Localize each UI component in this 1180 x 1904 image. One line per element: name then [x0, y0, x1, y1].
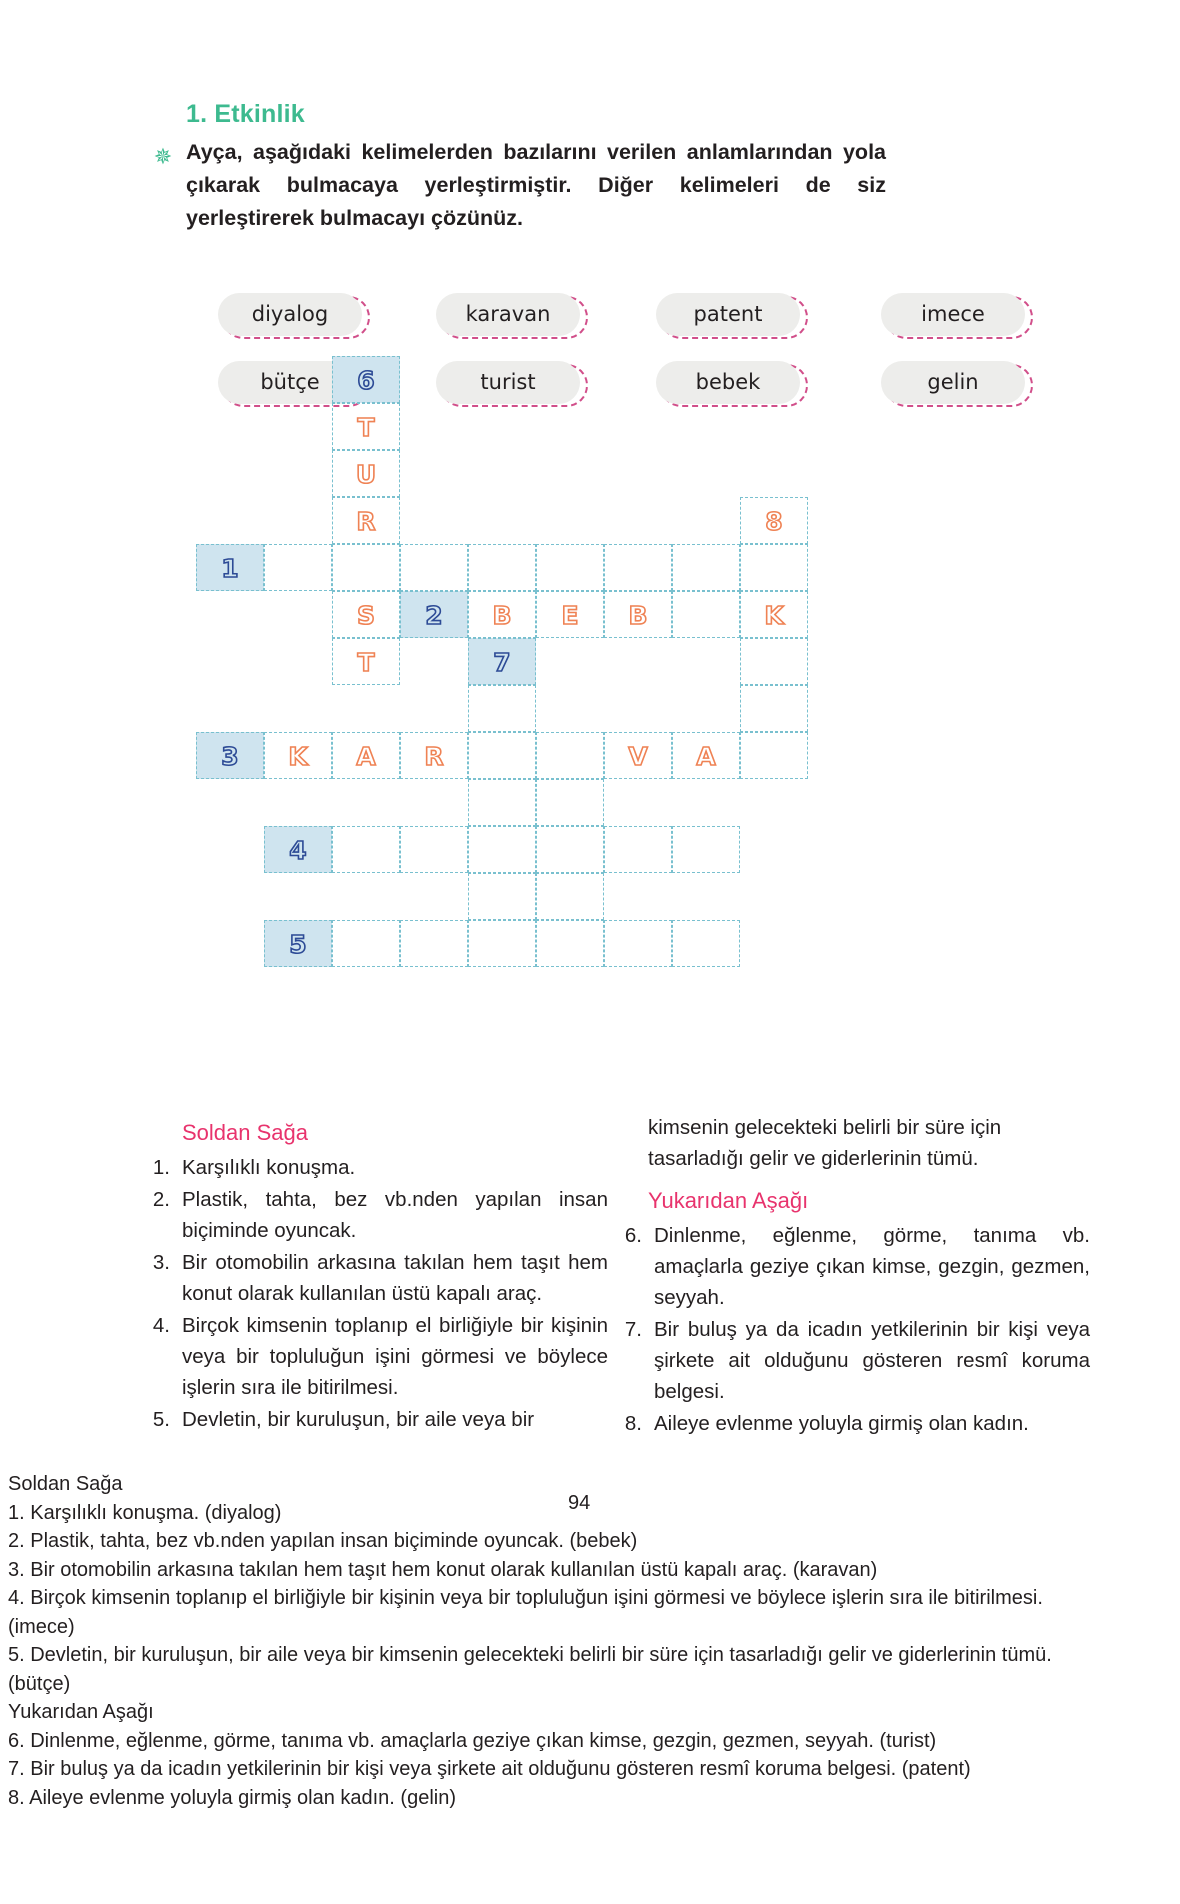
- crossword-cell[interactable]: [400, 544, 468, 591]
- crossword-letter: R: [424, 742, 444, 771]
- crossword-cell[interactable]: [536, 732, 604, 779]
- clue-number: 2.: [152, 1188, 170, 1211]
- crossword-letter: [673, 592, 739, 637]
- answer-key-across-line: 4. Birçok kimsenin toplanıp el birliğiyle bir kişinin veya bir topluluğun işini görmesi ve böylece işlerin sıra ile bitirilmesi.: [8, 1587, 1043, 1609]
- clue-number: 6.: [624, 1224, 642, 1247]
- word-chip[interactable]: [660, 296, 808, 339]
- word-chip-label: patent: [693, 302, 763, 326]
- clue-number: 5.: [152, 1408, 170, 1431]
- crossword-cell[interactable]: [604, 826, 672, 873]
- crossword-letter: [673, 545, 739, 590]
- answer-key-across-line: (imece): [8, 1615, 75, 1638]
- crossword-letter: R: [356, 507, 376, 536]
- crossword-cell[interactable]: [468, 779, 536, 826]
- clue-text: Devletin, bir kuruluşun, bir aile veya bir: [182, 1408, 535, 1431]
- word-chip[interactable]: [222, 364, 370, 407]
- crossword-letter: [469, 780, 535, 825]
- crossword-cell[interactable]: [740, 544, 808, 591]
- word-chip-label: imece: [921, 302, 985, 326]
- crossword-letter: 8: [765, 507, 783, 536]
- crossword-cell[interactable]: [672, 920, 740, 967]
- clue-number: 4.: [152, 1314, 170, 1337]
- clue-across-1: [148, 1152, 608, 1183]
- crossword-letter: [673, 827, 739, 872]
- crossword-cell[interactable]: [672, 591, 740, 638]
- crossword-letter: [469, 921, 535, 966]
- answer-key-across-line: 3. Bir otomobilin arkasına takılan hem taşıt hem konut olarak kullanılan üstü kapalı araç. (karavan): [8, 1558, 878, 1581]
- clues-down-heading: Yukarıdan Aşağı: [648, 1188, 809, 1213]
- crossword-cell[interactable]: [536, 591, 604, 638]
- crossword-cell[interactable]: [468, 826, 536, 873]
- crossword-cell[interactable]: [468, 544, 536, 591]
- crossword-cell[interactable]: [400, 591, 468, 638]
- crossword-letter: [673, 921, 739, 966]
- clue-text: Bir buluş ya da icadın yetkilerinin bir kişi veya şirkete ait olduğunu gösteren resmî koruma belgesi.: [654, 1318, 1090, 1403]
- word-chip[interactable]: [222, 296, 370, 339]
- answer-key-across-line: 1. Karşılıklı konuşma. (diyalog): [8, 1501, 282, 1524]
- answer-key-down-line: 6. Dinlenme, eğlenme, görme, tanıma vb. amaçlarla geziye çıkan kimse, gezgin, gezmen, seyyah. (turist): [8, 1729, 937, 1752]
- activity-instruction: Ayça, aşağıdaki kelimelerden bazılarını verilen anlamlarından yola çıkarak bulmacaya yerleştirmiştir. Diğer kelimeleri de siz yerleştirerek bulmacayı çözünüz.: [186, 140, 886, 230]
- crossword-letter: [401, 827, 467, 872]
- crossword-letter: U: [355, 460, 377, 489]
- crossword-letter: [537, 874, 603, 919]
- clue-number: 7.: [624, 1318, 642, 1341]
- crossword-cell[interactable]: [604, 544, 672, 591]
- crossword-letter: T: [357, 648, 375, 677]
- crossword-cell[interactable]: [264, 732, 332, 779]
- crossword-cell[interactable]: [536, 779, 604, 826]
- crossword-cell[interactable]: [332, 920, 400, 967]
- clue-across-5-continuation: kimsenin gelecekteki belirli bir süre için tasarladığı gelir ve giderlerinin tümü.: [648, 1116, 1002, 1170]
- crossword-cell[interactable]: [468, 873, 536, 920]
- answer-key-across-line: 2. Plastik, tahta, bez vb.nden yapılan insan biçiminde oyuncak. (bebek): [8, 1530, 638, 1552]
- crossword-letter: E: [561, 601, 579, 630]
- crossword-cell[interactable]: [468, 591, 536, 638]
- word-chip-label: gelin: [927, 370, 979, 394]
- clues-across-heading: Soldan Sağa: [182, 1120, 308, 1145]
- clue-across-2: [148, 1184, 608, 1246]
- word-chip-label: bütçe: [260, 370, 320, 394]
- crossword-cell[interactable]: [604, 732, 672, 779]
- answer-key-across-line: 5. Devletin, bir kuruluşun, bir aile veya bir kimsenin gelecekteki belirli bir süre için tasarladığı gelir ve giderlerinin tümü.: [8, 1644, 1052, 1666]
- crossword-letter: S: [356, 601, 375, 630]
- crossword-clue-number: 5: [289, 930, 307, 959]
- crossword-letter: [605, 545, 671, 590]
- clue-across-5: [148, 1404, 608, 1435]
- word-chip[interactable]: [440, 296, 588, 339]
- crossword-cell[interactable]: [332, 450, 400, 497]
- answer-key-down-line: 8. Aileye evlenme yoluyla girmiş olan kadın. (gelin): [8, 1786, 456, 1809]
- crossword-letter: [401, 921, 467, 966]
- clue-down-7: [620, 1314, 1090, 1407]
- crossword-letter: [469, 733, 535, 778]
- crossword-cell[interactable]: [536, 544, 604, 591]
- crossword-clue-number: 7: [493, 648, 511, 677]
- asterisk-icon: ✵: [153, 144, 173, 169]
- crossword-cell[interactable]: [332, 591, 400, 638]
- crossword-cell[interactable]: [468, 732, 536, 779]
- crossword-letter: [605, 921, 671, 966]
- crossword-letter: [333, 827, 399, 872]
- crossword-letter: K: [764, 601, 784, 630]
- crossword-cell[interactable]: [332, 544, 400, 591]
- crossword-cell[interactable]: [196, 732, 264, 779]
- crossword-cell[interactable]: [332, 826, 400, 873]
- word-chip[interactable]: [440, 364, 588, 407]
- crossword-grid[interactable]: [196, 356, 876, 959]
- word-chip-label: diyalog: [251, 302, 329, 326]
- crossword-letter: [741, 733, 807, 778]
- crossword-cell[interactable]: [400, 732, 468, 779]
- word-chip-label: bebek: [695, 370, 761, 394]
- page-title: 1. Etkinlik: [186, 100, 305, 128]
- crossword-letter: [605, 827, 671, 872]
- crossword-cell[interactable]: [400, 826, 468, 873]
- crossword-cell[interactable]: [264, 826, 332, 873]
- crossword-clue-number: 6: [357, 366, 375, 395]
- clue-number: 1.: [152, 1156, 170, 1179]
- crossword-clue-number: 3: [221, 742, 239, 771]
- clue-across-3: [148, 1247, 608, 1309]
- answer-key: [8, 1470, 1172, 1812]
- crossword-cell[interactable]: [332, 732, 400, 779]
- clue-text: Bir otomobilin arkasına takılan hem taşıt hem konut olarak kullanılan üstü kapalı araç.: [182, 1251, 608, 1305]
- crossword-cell[interactable]: [332, 638, 400, 685]
- crossword-cell[interactable]: [672, 732, 740, 779]
- crossword-cell[interactable]: [672, 826, 740, 873]
- clue-down-6: [620, 1220, 1090, 1313]
- crossword-letter: A: [356, 742, 376, 771]
- crossword-letter: [741, 686, 807, 731]
- crossword-clue-number: 4: [289, 836, 307, 865]
- crossword-cell[interactable]: [536, 826, 604, 873]
- word-chip[interactable]: [660, 364, 808, 407]
- clue-text: Karşılıklı konuşma.: [182, 1156, 356, 1179]
- crossword-letter: [741, 639, 807, 684]
- clue-text: Birçok kimsenin toplanıp el birliğiyle bir kişinin veya bir topluluğun işini görmesi ve böylece işlerin sıra ile bitirilmesi.: [182, 1314, 608, 1399]
- crossword-letter: [401, 545, 467, 590]
- crossword-cell[interactable]: [332, 497, 400, 544]
- crossword-letter: [537, 921, 603, 966]
- word-chip[interactable]: [885, 296, 1033, 339]
- clue-down-8: [620, 1408, 1090, 1439]
- crossword-letter: [537, 827, 603, 872]
- crossword-cell[interactable]: [536, 920, 604, 967]
- crossword-cell[interactable]: [740, 591, 808, 638]
- answer-key-down-line: 7. Bir buluş ya da icadın yetkilerinin bir kişi veya şirkete ait olduğunu gösteren resmî koruma belgesi. (patent): [8, 1758, 971, 1780]
- crossword-letter: [265, 545, 331, 590]
- crossword-letter: T: [357, 413, 375, 442]
- crossword-cell[interactable]: [264, 544, 332, 591]
- answer-key-down-heading: Yukarıdan Aşağı: [8, 1701, 154, 1723]
- crossword-letter: [469, 545, 535, 590]
- clues-down-column: [620, 1112, 1090, 1440]
- crossword-cell[interactable]: [604, 591, 672, 638]
- crossword-cell[interactable]: [400, 920, 468, 967]
- crossword-letter: [537, 545, 603, 590]
- clue-text: Aileye evlenme yoluyla girmiş olan kadın.: [654, 1412, 1029, 1435]
- word-chip[interactable]: [885, 364, 1033, 407]
- crossword-cell[interactable]: [196, 544, 264, 591]
- page-number: 94: [568, 1492, 591, 1514]
- crossword-cell[interactable]: [740, 732, 808, 779]
- clue-text: Dinlenme, eğlenme, görme, tanıma vb. amaçlarla geziye çıkan kimse, gezgin, gezmen, seyyah.: [654, 1224, 1090, 1309]
- clue-text: Plastik, tahta, bez vb.nden yapılan insan biçiminde oyuncak.: [182, 1188, 608, 1242]
- crossword-letter: K: [288, 742, 308, 771]
- crossword-letter: [469, 686, 535, 731]
- crossword-cell[interactable]: [672, 544, 740, 591]
- crossword-cell[interactable]: [468, 920, 536, 967]
- crossword-clue-number: 2: [425, 601, 443, 630]
- crossword-cell[interactable]: [740, 638, 808, 685]
- crossword-cell[interactable]: [468, 685, 536, 732]
- crossword-letter: B: [492, 601, 512, 630]
- crossword-cell[interactable]: [264, 920, 332, 967]
- clues-across-column: [148, 1118, 608, 1436]
- crossword-cell[interactable]: [468, 638, 536, 685]
- crossword-letter: [537, 733, 603, 778]
- crossword-letter: V: [628, 742, 648, 771]
- crossword-cell[interactable]: [536, 873, 604, 920]
- crossword-letter: B: [628, 601, 648, 630]
- crossword-cell[interactable]: [740, 685, 808, 732]
- crossword-letter: A: [696, 742, 716, 771]
- crossword-cell[interactable]: [332, 403, 400, 450]
- word-chip-label: karavan: [465, 302, 551, 326]
- crossword-letter: [333, 921, 399, 966]
- crossword-cell[interactable]: [604, 920, 672, 967]
- clue-number: 8.: [624, 1412, 642, 1435]
- crossword-letter: [537, 780, 603, 825]
- answer-key-across-line: (bütçe): [8, 1672, 71, 1695]
- crossword-letter: [469, 874, 535, 919]
- crossword-clue-number: 1: [221, 554, 239, 583]
- crossword-cell[interactable]: [740, 497, 808, 544]
- answer-key-across-heading: Soldan Sağa: [8, 1473, 123, 1495]
- clue-number: 3.: [152, 1251, 170, 1274]
- word-chip-label: turist: [480, 370, 536, 394]
- crossword-letter: [469, 827, 535, 872]
- crossword-letter: [741, 545, 807, 590]
- clue-across-4: [148, 1310, 608, 1403]
- crossword-letter: [333, 545, 399, 590]
